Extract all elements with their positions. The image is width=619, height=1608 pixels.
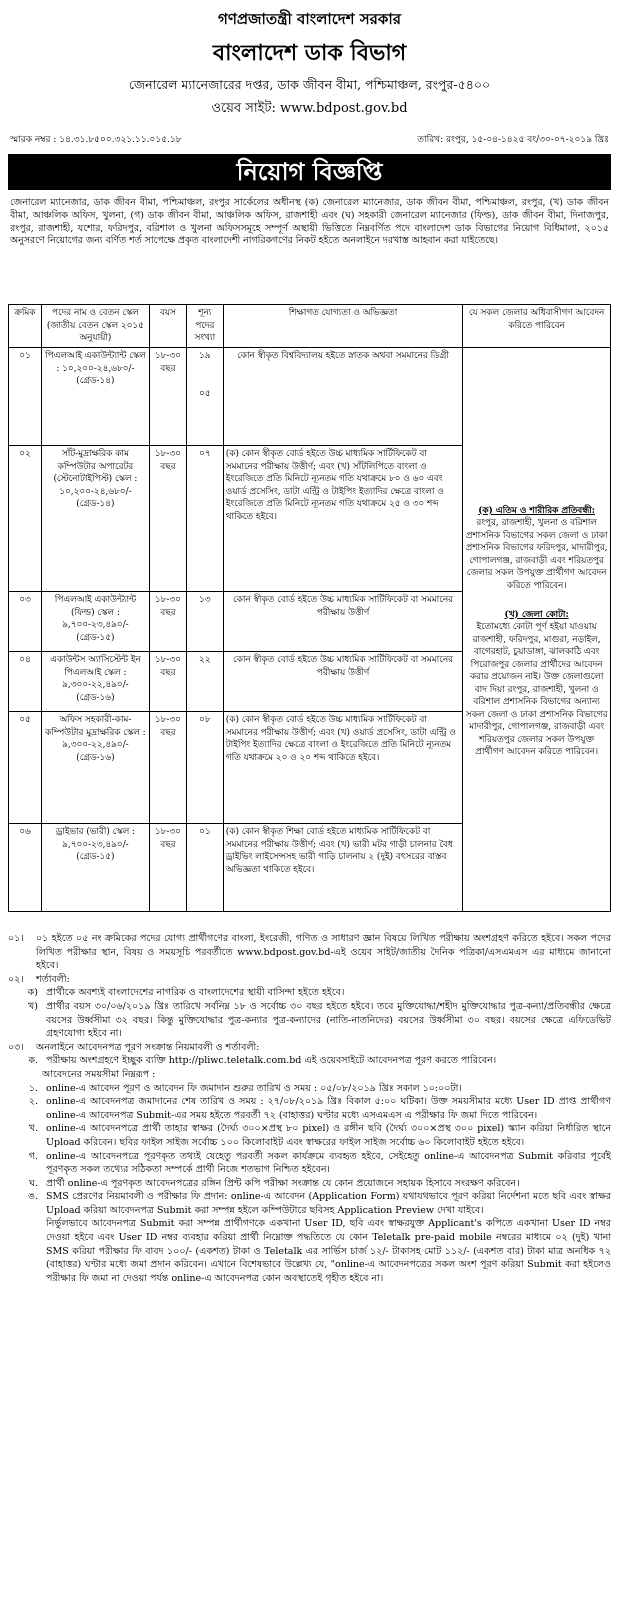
note-text: শর্তাবলী:	[36, 973, 70, 985]
government-name: গণপ্রজাতন্ত্রী বাংলাদেশ সরকার	[218, 10, 401, 28]
row-vacancy: ১৩	[186, 592, 223, 652]
item-text: online-এ আবেদনপত্রে পূরণকৃত তথ্যই যেহেতু পরবর্তী সকল কার্যক্রমে ব্যবহৃত হইবে, সেইহেতু online-এ আবেদনপত্র Submit করিবার পূর্বেই পূরণকৃত সকল তথ্যের সঠিকতা সম্পর্কে প্রার্থী নিজে শতভাগ নিশ্চিত হইবেন।	[46, 1150, 611, 1176]
rule-u	[8, 1190, 611, 1217]
website-line[interactable]: ওয়েব সাইট: www.bdpost.gov.bd	[211, 101, 408, 116]
item-text: পরীক্ষায় অংশগ্রহণে ইচ্ছুক ব্যক্তি http://pliwc.teletalk.com.bd এই ওয়েবসাইটে আবেদনপত্র পূরণ করতে পারিবেন।	[46, 1055, 497, 1067]
issue-date: তারিখ: রংপুর, ১৫-০৪-১৪২৫ বং/৩০-০৭-২০১৯ খ্রিঃ	[417, 135, 609, 145]
row-age: ১৮-৩০ বছর	[149, 824, 186, 912]
rule-ka	[8, 1054, 611, 1068]
row-post: পিএলআই একাউন্ট্যান্ট স্কেল : ১০,২০০-২৪,৬৮০/- (গ্রেড-১৪)	[41, 348, 149, 446]
row-serial: ০২	[9, 446, 42, 592]
row-qualification: কোন স্বীকৃত বোর্ড হইতে উচ্চ মাধ্যমিক সার্টিফিকেট বা সমমানের পরীক্ষায় উত্তীর্ণ	[223, 652, 462, 712]
rule-u-continued	[8, 1217, 611, 1285]
vacancy-value: ১৯	[199, 351, 211, 361]
row-vacancy: ০১	[186, 824, 223, 912]
item-text: প্রার্থী online-এ পূরণকৃত আবেদনপত্রের রঙ্গিন প্রিন্ট কপি পরীক্ষা সংক্রান্ত যে কোন প্রয়োজনে সহায়ক হিসাবে সংরক্ষণ করিবেন।	[46, 1177, 520, 1189]
item-text: online-এ আবেদনপত্র জমাদানের শেষ তারিখ ও সময় : ২৭/০৮/২০১৯ খ্রিঃ বিকাল ৫:০০ ঘটিকা। উক্ত সময়সীমার মধ্যে User ID প্রাপ্ত প্রার্থীগণ online-এ আবেদনপত্র Submit-এর সময় হইতে পরবর্তী ৭২ (বাহাত্তর) ঘণ্টার মধ্যে এসএমএস এ পরীক্ষার ফি জমা দিতে পারিবেন।	[46, 1096, 611, 1121]
department-name: বাংলাদেশ ডাক বিভাগ	[212, 40, 407, 66]
header-age: বয়স	[149, 305, 186, 348]
item-key: ১.	[28, 1082, 38, 1094]
posts-table	[8, 304, 611, 912]
item-key: খ.	[28, 1123, 38, 1135]
condition-ka	[8, 986, 611, 1000]
letterhead	[0, 8, 619, 120]
vacancy-value-field: ০৫	[199, 388, 211, 399]
row-serial: ০৪	[9, 652, 42, 712]
orphan-disabled-text: রংপুর, রাজশাহী, খুলনা ও বরিশাল প্রশাসনিক বিভাগের সকল জেলা ও ঢাকা প্রশাসনিক বিভাগের ফরিদপুর, মাদারীপুর, গোপালগঞ্জ, রাজবাড়ী এবং শরিয়তপুর জেলার সকল উপযুক্ত প্রার্থীগণ আবেদন করিতে পারিবেন।	[465, 518, 608, 591]
item-text: নির্ভুলভাবে আবেদনপত্র Submit করা সম্পন্ন প্রার্থীগণকে একখানা User ID, ছবি এবং স্বাক্ষরযুক্ত Applicant's কপিতে একখানা User ID নম্বর দেওয়া হইবে এবং User ID নম্বর ব্যবহার করিয়া প্রার্থী নিম্নোক্ত পদ্ধতিতে যে কোন Teletalk pre-paid mobile নম্বরের মাধ্যমে ০২ (দুই) খানা SMS করিয়া পরীক্ষার ফি বাবদ ১০০/- (একশত) টাকা ও Teletalk এর সার্ভিস চার্জ ১২/- টাকাসহ মোট ১১২/- (একশত বার) টাকা মাত্র অনধিক ৭২ (বাহাত্তর) ঘণ্টার মধ্যে জমা প্রদান করিবেন। এখানে বিশেষভাবে উল্লেখ্য যে, "online-এ আবেদনপত্রের সকল অংশ পূরণ করিয়া Submit করা হইলেও পরীক্ষার ফি জমা না দেওয়া পর্যন্ত online-এ আবেদনপত্র কোন অবস্থাতেই গৃহীত হইবে না।	[46, 1218, 611, 1284]
office-address: জেনারেল ম্যানেজারের দপ্তর, ডাক জীবন বীমা, পশ্চিমাঞ্চল, রংপুর-৫৪০০	[128, 77, 491, 92]
item-key: গ.	[28, 1150, 38, 1162]
row-serial: ০৩	[9, 592, 42, 652]
row-serial: ০৫	[9, 712, 42, 824]
item-key: ক)	[27, 987, 38, 999]
item-text: online-এ আবেদনপত্রে প্রার্থী তাহার স্বাক্ষর (দৈর্ঘ্য ৩০০×প্রস্থ ৮০ pixel) ও রঙ্গীন ছবি (দৈর্ঘ্য ৩০০×প্রস্থ ৩০০ pixel) স্ক্যান করিয়া নির্ধারিত স্থানে Upload করিবেন। ছবির ফাইল সাইজ সর্বোচ্চ ১০০ কিলোবাইট এবং স্বাক্ষরের ফাইল সাইজ সর্বোচ্চ ৬০ কিলোবাইট হইতে হইবে।	[46, 1123, 611, 1148]
condition-kha	[8, 1000, 611, 1041]
row-age: ১৮-৩০ বছর	[149, 652, 186, 712]
intro-paragraph: জেনারেল ম্যানেজার, ডাক জীবন বীমা, পশ্চিমাঞ্চল, রংপুর সার্কেলের অধীনস্থ (ক) জেনারেল ম্যানেজার, ডাক জীবন বীমা, পশ্চিমাঞ্চল, রংপুর, (খ) ডাক জীবন বীমা, আঞ্চলিক অফিস, খুলনা, (গ) ডাক জীবন বীমা, আঞ্চলিক অফিস, রাজশাহী এবং (ঘ) সহকারী জেনারেল ম্যানেজার (ফিল্ড), ডাক জীবন বীমা, দিনাজপুর, রংপুর, রাজশাহী, যশোর, ফরিদপুর, বরিশাল ও খুলনা অফিসসমূহে সম্পূর্ণ অস্থায়ী ভিত্তিতে নিম্নবর্ণিত পদে বাংলাদেশ ডাক বিভাগের নিয়োগ বিধিমালা, ২০১৫ অনুসরণে নিয়োগের জন্য বর্ণিত শর্ত সাপেক্ষে প্রকৃত বাংলাদেশী নাগরিকগণের নিকট হইতে অনলাইনে দরখাস্ত আহবান করা যাইতেছে।	[10, 197, 609, 247]
row-post: অফিস সহকারী-কাম-কম্পিউটার মুদ্রাক্ষরিক স্কেল : ৯,৩০০-২২,৪৯০/- (গ্রেড-১৬)	[41, 712, 149, 824]
row-post: ড্রাইভার (ভারী) স্কেল : ৯,৭০০-২৩,৪৯০/- (গ্রেড-১৫)	[41, 824, 149, 912]
time-1	[8, 1082, 611, 1096]
item-text: প্রার্থীকে অবশ্যই বাংলাদেশের নাগরিক ও বাংলাদেশের স্থায়ী বাসিন্দা হইতে হইবে।	[46, 987, 345, 999]
row-vacancy: ০৮	[186, 712, 223, 824]
time-heading: আবেদনের সময়সীমা নিম্নরূপ :	[42, 1068, 156, 1080]
row-age: ১৮-৩০ বছর	[149, 592, 186, 652]
note-3	[8, 1041, 611, 1055]
row-qualification: কোন স্বীকৃত বিশ্ববিদ্যালয় হইতে স্নাতক অথবা সমমানের ডিগ্রী	[223, 348, 462, 446]
item-key: খ)	[28, 1000, 38, 1012]
district-quota-text: ইতোমধ্যে কোটা পূর্ণ হইয়া যাওয়ায় রাজশাহী, ফরিদপুর, মাগুরা, নড়াইল, বাগেরহাট, চুয়াডাঙ্গা, ঝালকাঠি এবং পিরোজপুর জেলার প্রার্থীদের আবেদন করার প্রয়োজন নাই। উক্ত জেলাগুলো বাদ দিয়া রংপুর, রাজশাহী, খুলনা ও বরিশাল প্রশাসনিক বিভাগের অন্যান্য সকল জেলা ও ঢাকা প্রশাসনিক বিভাগের মাদারীপুর, গোপালগঞ্জ, রাজবাড়ী এবং শরিয়তপুর জেলার সকল উপযুক্ত প্রার্থীগণ আবেদন করিতে পারিবেন।	[465, 622, 608, 757]
item-key: ঙ.	[28, 1191, 38, 1203]
table-row	[9, 348, 611, 446]
header-vacancy: শূন্য পদের সংখ্যা	[186, 305, 223, 348]
item-key-blank	[8, 1217, 46, 1285]
row-age: ১৮-৩০ বছর	[149, 348, 186, 446]
row-post: সাঁট-মুদ্রাক্ষরিক কাম কম্পিউটার অপারেটর (স্টেনোটাইপিস্ট) স্কেল : ১০,২০০-২৪,৬৮০/- (গ্রেড-১৪)	[41, 446, 149, 592]
row-qualification: (ক) কোন স্বীকৃত বোর্ড হইতে উচ্চ মাধ্যমিক সার্টিফিকেট বা সমমানের পরীক্ষায় উত্তীর্ণ; এবং (খ) সাঁটলিপিতে বাংলা ও ইংরেজিতে প্রতি মিনিটে ন্যূনতম গতি যথাক্রমে ৮০ ও ৬০ এবং ওয়ার্ড প্রসেসিং, ডাটা এন্ট্রি ও টাইপিং ইত্যাদির ক্ষেত্রে বাংলা ও ইংরেজিতে প্রতি মিনিটে ন্যূনতম গতি যথাক্রমে ২৫ ও ৩০ শব্দ থাকিতে হইবে।	[223, 446, 462, 592]
header-post: পদের নাম ও বেতন স্কেল (জাতীয় বেতন স্কেল ২০১৫ অনুযায়ী)	[41, 305, 149, 348]
rule-kha	[8, 1122, 611, 1149]
reference-row	[0, 120, 619, 150]
row-qualification: (ক) কোন স্বীকৃত বোর্ড হইতে উচ্চ মাধ্যমিক সার্টিফিকেট বা সমমানের পরীক্ষায় উত্তীর্ণ; এবং (খ) ওয়ার্ড প্রসেসিং, ডাটা এন্ট্রি ও টাইপিং ইত্যাদির ক্ষেত্রে বাংলা ও ইংরেজিতে প্রতি মিনিটে ন্যূনতম গতি যথাক্রমে ২০ ও ২০ শব্দ থাকিতে হইবে।	[223, 712, 462, 824]
row-serial: ০১	[9, 348, 42, 446]
rule-ga	[8, 1150, 611, 1177]
note-number: ০১।	[8, 933, 24, 944]
item-key: ২.	[28, 1096, 38, 1108]
header-qualification: শিক্ষাগত যোগ্যতা ও অভিজ্ঞতা	[223, 305, 462, 348]
row-age: ১৮-৩০ বছর	[149, 446, 186, 592]
item-key: ক.	[28, 1055, 38, 1067]
note-2	[8, 973, 611, 987]
rule-gha	[8, 1177, 611, 1191]
header-serial: ক্রমিক	[9, 305, 42, 348]
note-number: ০৩।	[8, 1041, 24, 1053]
notes-section	[8, 932, 611, 1285]
note-number: ০২।	[8, 973, 24, 985]
item-text: online-এ আবেদন পূরণ ও আবেদন ফি জমাদান শুরুর তারিখ ও সময় : ০৫/০৮/২০১৯ খ্রিঃ সকাল ১০:০০টা।	[46, 1082, 462, 1094]
item-key: ঘ.	[29, 1177, 38, 1189]
row-qualification: (ক) কোন স্বীকৃত শিক্ষা বোর্ড হইতে মাধ্যমিক সার্টিফিকেট বা সমমানের পরীক্ষায় উত্তীর্ণ; এবং (খ) ভারী মটর গাড়ী চালনার বৈধ ড্রাইভিং লাইসেন্সসহ ভারী গাড়ি চালনায় ২ (দুই) বৎসরের বাস্তব অভিজ্ঞতা থাকিতে হইবে।	[223, 824, 462, 912]
note-text: অনলাইনে আবেদনপত্র পূরণ সংক্রান্ত নিয়মাবলী ও শর্তাবলী:	[36, 1041, 260, 1053]
item-text: SMS প্রেরণের নিয়মাবলী ও পরীক্ষার ফি প্রদান: online-এ আবেদন (Application Form) যথাযথভাবে পূরণ করিয়া নির্দেশনা মতে ছবি এবং স্বাক্ষর Upload করিয়া আবেদনপত্র Submit করা সম্পন্ন হইলে কম্পিউটারে ছবিসহ Application Preview দেখা যাইবে।	[46, 1191, 611, 1216]
note-1	[8, 932, 611, 973]
row-qualification: কোন স্বীকৃত বোর্ড হইতে উচ্চ মাধ্যমিক সার্টিফিকেট বা সমমানের পরীক্ষায় উত্তীর্ণ	[223, 592, 462, 652]
orphan-disabled-title: (ক) এতিম ও শারীরিক প্রতিবন্ধী:	[478, 505, 596, 516]
district-quota-title: (খ) জেলা কোটা:	[504, 609, 569, 620]
table-header-row	[9, 305, 611, 348]
row-vacancy: ২২	[186, 652, 223, 712]
row-vacancy	[186, 348, 223, 446]
item-text: প্রার্থীর বয়স ৩০/০৬/২০১৯ খ্রিঃ তারিখে সর্বনিম্ন ১৮ ও সর্বোচ্চ ৩০ বছর হইতে হইবে। তবে মুক্তিযোদ্ধা/শহীদ মুক্তিযোদ্ধার পুত্র-কন্যা/প্রতিবন্ধীর ক্ষেত্রে বয়সের উর্ধ্বসীমা ৩২ বছর। কিন্তু মুক্তিযোদ্ধার পুত্র-কন্যার পুত্র-কন্যাদের (নাতি-নাতনিদের) বয়সের উর্ধ্বসীমা ৩০ বছর। বয়সের ক্ষেত্রে এফিডেভিট গ্রহণযোগ্য হইবে না।	[46, 1000, 611, 1040]
eligible-districts	[463, 348, 611, 912]
row-serial: ০৬	[9, 824, 42, 912]
notice-title: নিয়োগ বিজ্ঞপ্তি	[8, 154, 611, 190]
time-2	[8, 1095, 611, 1122]
row-age: ১৮-৩০ বছর	[149, 712, 186, 824]
memo-number: স্মারক নম্বর : ১৪.৩১.৮৫০০.৩২১.১১.০১৫.১৮	[10, 135, 182, 145]
row-post: পিএলআই একাউন্ট্যান্ট (ফিল্ড) স্কেল : ৯,৭০০-২৩,৪৯০/- (গ্রেড-১৫)	[41, 592, 149, 652]
row-vacancy: ০৭	[186, 446, 223, 592]
row-post: একাউন্টস অ্যাসিস্টেন্ট ইন পিএলআই স্কেল : ৯,৩০০-২২,৪৯০/- (গ্রেড-১৬)	[41, 652, 149, 712]
note-text: ০১ হইতে ০৫ নং ক্রমিকের পদের যোগ্য প্রার্থীগণের বাংলা, ইংরেজী, গণিত ও সাধারণ জ্ঞান বিষয়ে লিখিত পরীক্ষায় অংশগ্রহণ করিতে হইবে। সকল পদের লিখিত পরীক্ষার স্থান, বিষয় ও সময়সূচি পরবর্তীতে www.bdpost.gov.bd-এই ওয়েব সাইট/জাতীয় দৈনিক পত্রিকা/এসএমএস এর মাধ্যমে জানানো হইবে।	[36, 933, 611, 972]
header-district: যে সকল জেলার অধিবাসীগণ আবেদন করিতে পারিবেন	[463, 305, 611, 348]
